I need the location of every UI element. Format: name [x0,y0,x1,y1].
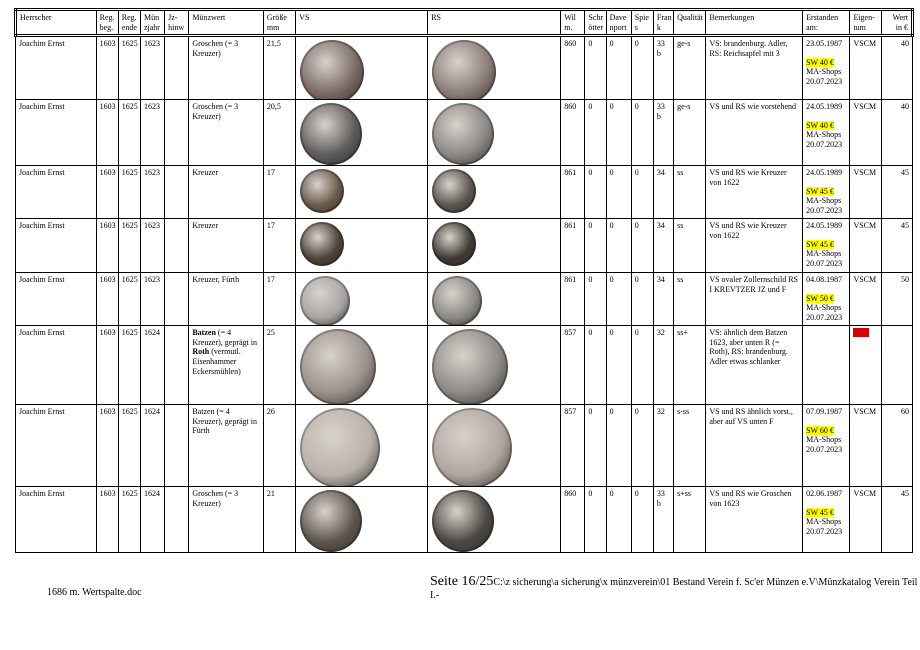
qualitaet-cell: ss [674,273,706,326]
schroetter-cell: 0 [585,36,606,100]
herrscher-cell: Joachim Ernst [16,166,97,219]
estimate-badge: SW 50 € [806,293,834,303]
frank-cell: 34 [653,219,673,273]
muenzjahr-cell: 1623 [140,36,164,100]
column-header: RS [428,10,561,36]
groesse-cell: 25 [263,326,295,405]
erstanden-cell [803,36,850,100]
wilm-cell: 861 [561,273,585,326]
shop-name: MA-Shops [806,130,842,140]
erstanden-cell [803,405,850,487]
purchase-date: 07.09.1987 [806,407,843,417]
schroetter-cell: 0 [585,273,606,326]
column-header: Reg. ende [118,10,140,36]
rs-image-cell [428,36,561,100]
estimate-badge: SW 45 € [806,507,834,517]
muenzwert-cell: Kreuzer [189,219,264,273]
spies-cell: 0 [631,36,653,100]
reg-ende-cell: 1625 [118,405,140,487]
estimate-badge: SW 45 € [806,186,834,196]
rs-image-cell [428,273,561,326]
muenzjahr-cell: 1623 [140,100,164,166]
shop-date: 20.07.2023 [806,205,843,215]
erstanden-cell [803,100,850,166]
herrscher-cell: Joachim Ernst [16,36,97,100]
column-header: VS [296,10,428,36]
purchase-date: 04.08.1987 [806,275,843,285]
jz-cell [165,405,189,487]
footer-page [430,574,920,601]
rs-image-cell [428,487,561,553]
qualitaet-cell: s+ss [674,487,706,553]
wert-cell: 45 [881,166,912,219]
wert-cell [881,326,912,405]
table-row [16,405,913,487]
column-header: Reg. beg. [96,10,118,36]
erstanden-cell [803,166,850,219]
wert-cell: 40 [881,36,912,100]
davenport-cell: 0 [606,273,631,326]
muenzjahr-cell: 1624 [140,487,164,553]
herrscher-cell: Joachim Ernst [16,326,97,405]
coin-image [432,169,476,213]
jz-cell [165,326,189,405]
rs-image-cell [428,100,561,166]
davenport-cell: 0 [606,100,631,166]
purchase-date: 24.05.1989 [806,102,843,112]
rs-image-cell [428,219,561,273]
column-header: Erstanden am: [803,10,850,36]
qualitaet-cell: ss+ [674,326,706,405]
muenzwert-cell: Batzen (= 4 Kreuzer), geprägt in Fürth [189,405,264,487]
wilm-cell: 861 [561,166,585,219]
coin-image [300,490,362,552]
muenzjahr-cell: 1623 [140,273,164,326]
table-row [16,219,913,273]
spies-cell: 0 [631,487,653,553]
groesse-cell: 21 [263,487,295,553]
reg-beg-cell: 1603 [96,219,118,273]
wert-cell: 60 [881,405,912,487]
herrscher-cell: Joachim Ernst [16,100,97,166]
erstanden-cell [803,326,850,405]
eigentum-cell: VSCM [850,219,881,273]
reg-ende-cell: 1625 [118,326,140,405]
vs-image-cell [296,219,428,273]
davenport-cell: 0 [606,36,631,100]
jz-cell [165,36,189,100]
reg-ende-cell: 1625 [118,487,140,553]
table-row [16,166,913,219]
estimate-badge: SW 45 € [806,239,834,249]
groesse-cell: 26 [263,405,295,487]
wert-cell: 40 [881,100,912,166]
coin-image [432,103,494,165]
coin-image [300,408,380,487]
reg-ende-cell: 1625 [118,166,140,219]
purchase-date: 02.06.1987 [806,489,843,499]
bemerkungen-cell: VS und RS ähnlich vorst., aber auf VS unten F [706,405,803,487]
herrscher-cell: Joachim Ernst [16,487,97,553]
wilm-cell: 857 [561,326,585,405]
column-header: Münzwert [189,10,264,36]
column-header: Wert in € [881,10,912,36]
coin-image [432,329,508,405]
purchase-date: 23.05.1987 [806,39,843,49]
eigentum-cell: VSCM [850,36,881,100]
coin-image [432,408,512,487]
jz-cell [165,166,189,219]
shop-date: 20.07.2023 [806,258,843,268]
davenport-cell: 0 [606,166,631,219]
shop-name: MA-Shops [806,196,842,206]
file-path: C:\z sicherung\a sicherung\x münzverein\01 Bestand Verein f. Sc'er Münzen e.V\Münzkatalog Verein Teil I.- [430,577,918,601]
coin-image [432,222,476,266]
column-header: Eigen- tum [850,10,881,36]
column-header: Schr ötter [585,10,606,36]
eigentum-cell: VSCM [850,100,881,166]
estimate-badge: SW 40 € [806,57,834,67]
wilm-cell: 857 [561,405,585,487]
reg-beg-cell: 1603 [96,100,118,166]
column-header: Mün zjahr [140,10,164,36]
reg-ende-cell: 1625 [118,36,140,100]
shop-name: MA-Shops [806,517,842,527]
muenzwert-cell: Groschen (= 3 Kreuzer) [189,36,264,100]
spies-cell: 0 [631,166,653,219]
wert-cell: 45 [881,219,912,273]
column-header: Bemerkungen [706,10,803,36]
shop-name: MA-Shops [806,249,842,259]
table-row [16,326,913,405]
vs-image-cell [296,487,428,553]
erstanden-cell [803,219,850,273]
column-header: Dave nport [606,10,631,36]
bemerkungen-cell: VS: ähnlich dem Batzen 1623, aber unten R (= Roth), RS: brandenburg. Adler etwas schlanker [706,326,803,405]
eigentum-cell [850,326,881,405]
frank-cell: 34 [653,166,673,219]
eigentum-cell: VSCM [850,166,881,219]
muenzjahr-cell: 1623 [140,219,164,273]
jz-cell [165,273,189,326]
groesse-cell: 21,5 [263,36,295,100]
reg-ende-cell: 1625 [118,100,140,166]
bemerkungen-cell: VS und RS wie Kreuzer von 1622 [706,219,803,273]
wert-cell: 45 [881,487,912,553]
schroetter-cell: 0 [585,100,606,166]
reg-beg-cell: 1603 [96,326,118,405]
davenport-cell: 0 [606,487,631,553]
wilm-cell: 860 [561,36,585,100]
muenzwert-cell: Batzen (= 4 Kreuzer), geprägt in Roth (vermutl. Eisenhammer Eckersmühlen) [189,326,264,405]
muenzwert-cell: Groschen (= 3 Kreuzer) [189,487,264,553]
estimate-badge: SW 40 € [806,120,834,130]
reg-beg-cell: 1603 [96,36,118,100]
page-number: Seite 16/25 [430,574,494,589]
bemerkungen-cell: VS und RS wie Groschen von 1623 [706,487,803,553]
frank-cell: 33 b [653,487,673,553]
bemerkungen-cell: VS ovaler Zollernschild RS I KREVTZER JZ und F [706,273,803,326]
column-header: Qualität [674,10,706,36]
coin-image [432,276,482,326]
shop-date: 20.07.2023 [806,526,843,536]
coin-image [300,103,362,165]
column-header: Größe mm [263,10,295,36]
vs-image-cell [296,166,428,219]
herrscher-cell: Joachim Ernst [16,405,97,487]
qualitaet-cell: ss [674,166,706,219]
spies-cell: 0 [631,405,653,487]
jz-cell [165,219,189,273]
reg-beg-cell: 1603 [96,487,118,553]
muenzwert-cell: Kreuzer [189,166,264,219]
herrscher-cell: Joachim Ernst [16,273,97,326]
herrscher-cell: Joachim Ernst [16,219,97,273]
rs-image-cell [428,405,561,487]
header-row [16,10,913,36]
schroetter-cell: 0 [585,405,606,487]
coin-image [432,490,494,552]
frank-cell: 34 [653,273,673,326]
estimate-badge: SW 60 € [806,425,834,435]
wilm-cell: 861 [561,219,585,273]
spies-cell: 0 [631,326,653,405]
rs-image-cell [428,166,561,219]
coin-image [432,40,496,100]
muenzjahr-cell: 1624 [140,326,164,405]
not-available-marker [853,328,869,337]
qualitaet-cell: s-ss [674,405,706,487]
eigentum-cell: VSCM [850,405,881,487]
schroetter-cell: 0 [585,487,606,553]
purchase-date: 24.05.1989 [806,168,843,178]
eigentum-cell: VSCM [850,273,881,326]
frank-cell: 32 [653,326,673,405]
wert-cell: 50 [881,273,912,326]
vs-image-cell [296,326,428,405]
table-body [16,36,913,553]
spies-cell: 0 [631,100,653,166]
erstanden-cell [803,273,850,326]
shop-date: 20.07.2023 [806,76,843,86]
muenzjahr-cell: 1624 [140,405,164,487]
vs-image-cell [296,100,428,166]
reg-beg-cell: 1603 [96,273,118,326]
davenport-cell: 0 [606,405,631,487]
bemerkungen-cell: VS und RS wie vorstehend [706,100,803,166]
frank-cell: 33 b [653,36,673,100]
rs-image-cell [428,326,561,405]
jz-cell [165,487,189,553]
vs-image-cell [296,36,428,100]
wilm-cell: 860 [561,100,585,166]
wilm-cell: 860 [561,487,585,553]
column-header: Spie s [631,10,653,36]
davenport-cell: 0 [606,326,631,405]
schroetter-cell: 0 [585,166,606,219]
eigentum-cell: VSCM [850,487,881,553]
muenzjahr-cell: 1623 [140,166,164,219]
shop-name: MA-Shops [806,303,842,313]
reg-beg-cell: 1603 [96,166,118,219]
frank-cell: 32 [653,405,673,487]
column-header: Fran k [653,10,673,36]
table-row [16,36,913,100]
shop-date: 20.07.2023 [806,139,843,149]
reg-ende-cell: 1625 [118,273,140,326]
table-row [16,100,913,166]
davenport-cell: 0 [606,219,631,273]
table-row [16,487,913,553]
column-header: Jz- hinw [165,10,189,36]
muenzwert-cell: Kreuzer, Fürth [189,273,264,326]
reg-ende-cell: 1625 [118,219,140,273]
bemerkungen-cell: VS und RS wie Kreuzer von 1622 [706,166,803,219]
coin-image [300,222,344,266]
schroetter-cell: 0 [585,219,606,273]
groesse-cell: 20,5 [263,100,295,166]
shop-name: MA-Shops [806,435,842,445]
schroetter-cell: 0 [585,326,606,405]
purchase-date: 24.05.1989 [806,221,843,231]
vs-image-cell [296,405,428,487]
coin-image [300,276,350,326]
qualitaet-cell: ss [674,219,706,273]
catalog-table [14,8,914,553]
spies-cell: 0 [631,219,653,273]
groesse-cell: 17 [263,166,295,219]
erstanden-cell [803,487,850,553]
jz-cell [165,100,189,166]
column-header: Wil m. [561,10,585,36]
muenzwert-cell: Groschen (= 3 Kreuzer) [189,100,264,166]
qualitaet-cell: ge-s [674,100,706,166]
shop-date: 20.07.2023 [806,312,843,322]
file-path-continued: 1686 m. Wertspalte.doc [47,587,142,598]
shop-date: 20.07.2023 [806,444,843,454]
column-header: Herrscher [16,10,97,36]
vs-image-cell [296,273,428,326]
coin-image [300,329,376,405]
groesse-cell: 17 [263,219,295,273]
bemerkungen-cell: VS: brandenburg. Adler, RS: Reichsapfel mit 3 [706,36,803,100]
groesse-cell: 17 [263,273,295,326]
frank-cell: 33 b [653,100,673,166]
reg-beg-cell: 1603 [96,405,118,487]
coin-image [300,169,344,213]
coin-image [300,40,364,100]
shop-name: MA-Shops [806,67,842,77]
table-row [16,273,913,326]
qualitaet-cell: ge-s [674,36,706,100]
spies-cell: 0 [631,273,653,326]
